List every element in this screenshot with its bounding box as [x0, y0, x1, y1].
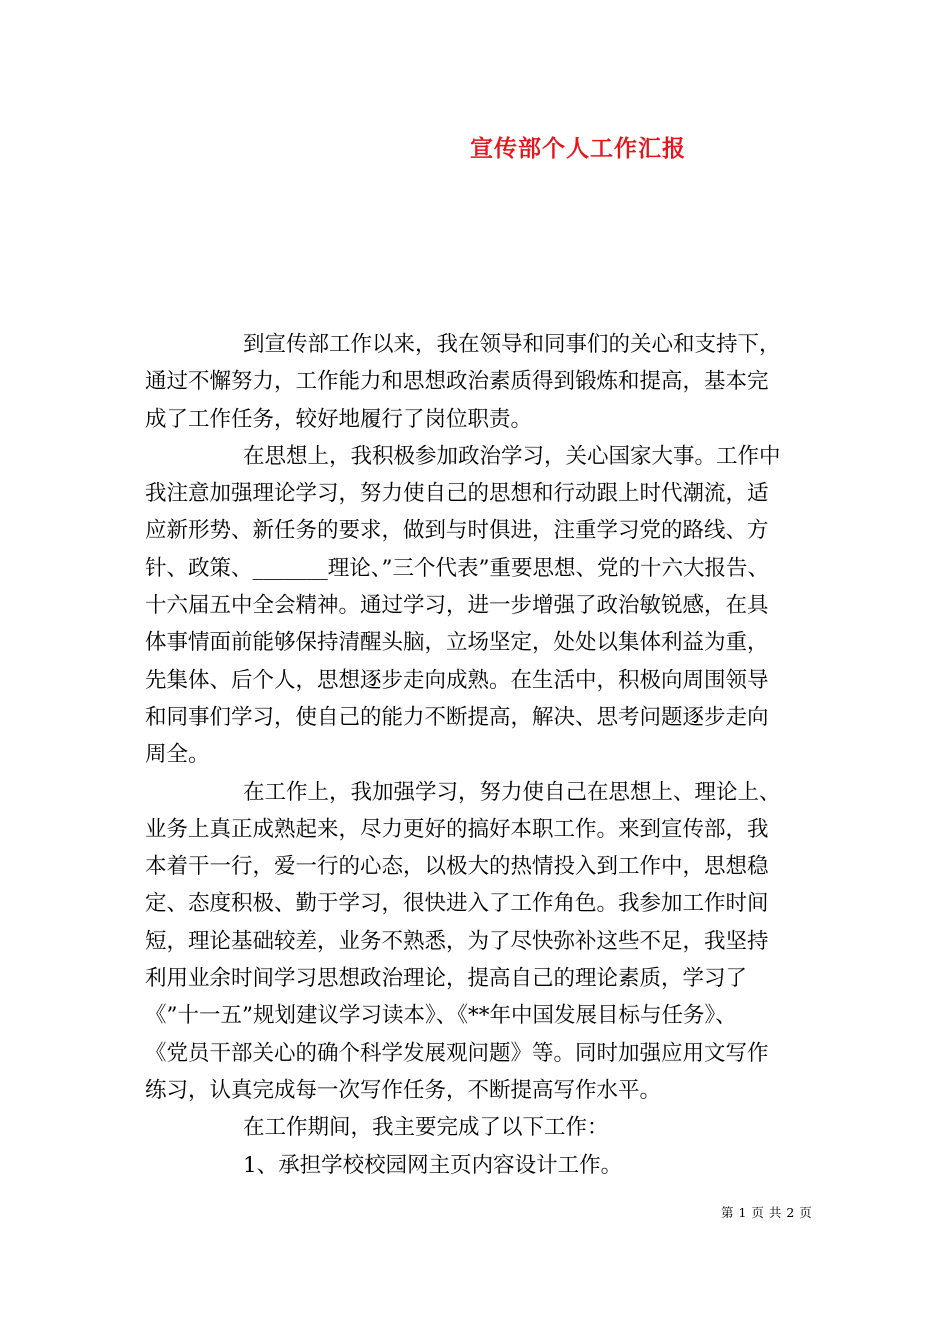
text-line: 成了工作任务，较好地履行了岗位职责。 — [145, 406, 533, 432]
text-line: 利用业余时间学习思想政治理论，提高自己的理论素质，学习了 — [145, 966, 748, 992]
text-line: 和同事们学习，使自己的能力不断提高，解决、思考问题逐步走向 — [145, 704, 769, 730]
text-line: 《党员干部关心的确个科学发展观问题》等。同时加强应用文写作 — [145, 1040, 769, 1066]
text-line: 我注意加强理论学习，努力使自己的思想和行动跟上时代潮流，适 — [145, 481, 769, 507]
text-line: 短，理论基础较差，业务不熟悉，为了尽快弥补这些不足，我坚持 — [145, 928, 769, 954]
page-number: 第 1 页 共 2 页 — [721, 1205, 813, 1220]
paragraph-item-1 — [145, 1147, 825, 1184]
text-line: 体事情面前能够保持清醒头脑，立场坚定，处处以集体利益为重， — [145, 630, 769, 656]
paragraph-thought — [145, 438, 825, 774]
text-line: 本着干一行，爱一行的心态，以极大的热情投入到工作中，思想稳 — [145, 854, 769, 880]
document-body — [145, 326, 825, 1184]
document-title: 宣传部个人工作汇报 — [470, 135, 686, 162]
text-line: 《”十一五”规划建议学习读本》、《**年中国发展目标与任务》、 — [145, 1003, 737, 1029]
text-line: 针、政策、_______理论、”三个代表”重要思想、党的十六大报告、 — [145, 555, 769, 581]
text-line: 在工作上，我加强学习，努力使自己在思想上、理论上、 — [243, 779, 781, 805]
text-line: 十六届五中全会精神。通过学习，进一步增强了政治敏锐感，在具 — [145, 593, 769, 619]
text-line: 练习，认真完成每一次写作任务，不断提高写作水平。 — [145, 1077, 662, 1103]
text-line: 通过不懈努力，工作能力和思想政治素质得到锻炼和提高，基本完 — [145, 369, 769, 395]
text-line: 先集体、后个人，思想逐步走向成熟。在生活中，积极向周围领导 — [145, 667, 769, 693]
text-line: 1、承担学校校园网主页内容设计工作。 — [243, 1152, 623, 1178]
text-line: 业务上真正成熟起来，尽力更好的搞好本职工作。来到宣传部，我 — [145, 816, 769, 842]
text-line: 到宣传部工作以来，我在领导和同事们的关心和支持下， — [243, 332, 781, 357]
paragraph-work — [145, 774, 825, 1110]
text-line: 应新形势、新任务的要求，做到与时俱进，注重学习党的路线、方 — [145, 518, 769, 544]
text-line: 定、态度积极、勤于学习，很快进入了工作角色。我参加工作时间 — [145, 891, 769, 917]
paragraph-intro — [145, 326, 825, 438]
text-line: 周全。 — [145, 742, 210, 768]
text-line: 在思想上，我积极参加政治学习，关心国家大事。工作中 — [243, 443, 781, 469]
paragraph-summary — [145, 1109, 825, 1146]
text-line: 在工作期间，我主要完成了以下工作： — [243, 1115, 609, 1141]
